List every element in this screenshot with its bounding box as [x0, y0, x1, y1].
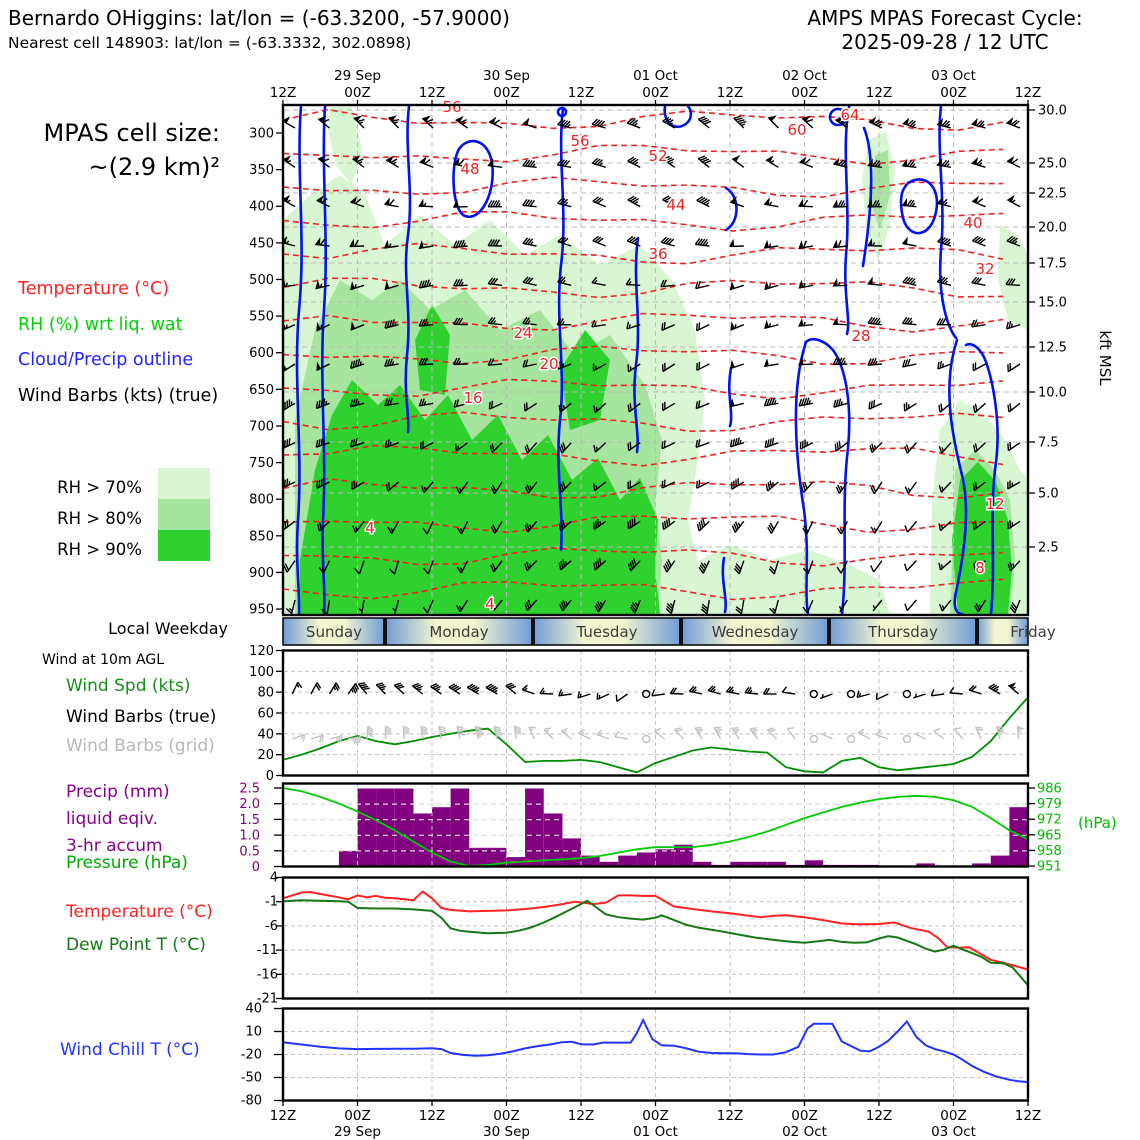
top-time-tick: 00Z — [642, 85, 669, 101]
contour-label: 56 — [570, 132, 590, 150]
precip-tick: 2.0 — [239, 797, 260, 813]
top-time-tick: 12Z — [269, 85, 297, 101]
kft-tick: 12.5 — [1038, 340, 1067, 356]
top-time-tick: 00Z — [940, 85, 967, 101]
top-time-tick: 00Z — [344, 85, 371, 101]
rh70-swatch — [158, 468, 210, 499]
contour-label: 40 — [963, 214, 983, 232]
pressure-tick: 450 — [249, 236, 274, 252]
precip-bar — [525, 789, 544, 867]
hpa-tick: 979 — [1037, 797, 1062, 813]
chill-tick: -50 — [240, 1070, 262, 1086]
bottom-time-tick: 00Z — [940, 1108, 967, 1124]
pressure-tick: 500 — [249, 272, 274, 288]
rh90-label: RH > 90% — [57, 540, 142, 559]
temp-tick: -6 — [265, 918, 278, 934]
top-date-label: 30 Sep — [483, 68, 530, 84]
top-time-tick: 00Z — [493, 85, 520, 101]
legend-temperature: Temperature (°C) — [18, 279, 170, 299]
wind-tick: 80 — [257, 685, 274, 701]
hpa-axis-label: (hPa) — [1078, 814, 1117, 832]
wind10m-label: Wind at 10m AGL — [42, 652, 165, 668]
legend-rh: RH (%) wrt liq. wat — [18, 315, 183, 335]
precip-bar — [395, 789, 414, 867]
contour-label: 24 — [513, 324, 533, 342]
precip-bar — [451, 789, 470, 867]
local-weekday-label: Local Weekday — [108, 619, 228, 638]
pressure-tick: 550 — [249, 309, 274, 325]
nearest-cell-subtitle: Nearest cell 148903: lat/lon = (-63.3332, 302.0898) — [8, 34, 412, 52]
precip-tick: 1.5 — [239, 812, 260, 828]
chill-tick: -20 — [240, 1047, 262, 1063]
kft-tick: 25.0 — [1038, 156, 1067, 172]
bottom-time-tick: 00Z — [791, 1108, 818, 1124]
bottom-time-tick: 12Z — [716, 1108, 744, 1124]
top-date-label: 01 Oct — [633, 68, 678, 84]
top-time-tick: 12Z — [865, 85, 893, 101]
weekday-label: Sunday — [305, 623, 363, 641]
pressure-tick: 850 — [249, 529, 274, 545]
precip-bar — [618, 856, 637, 867]
pressure-tick: 650 — [249, 382, 274, 398]
precip-bar — [991, 856, 1010, 867]
kft-tick: 17.5 — [1038, 256, 1067, 272]
precip-bar — [656, 849, 675, 866]
chill-tick: 40 — [245, 1001, 262, 1017]
contour-label: 48 — [460, 160, 480, 178]
bottom-time-tick: 12Z — [1014, 1108, 1042, 1124]
wind-tick: 20 — [257, 748, 274, 764]
bottom-date-label: 03 Oct — [931, 1124, 976, 1140]
contour-label: 52 — [648, 147, 668, 165]
forecast-cycle-date: 2025-09-28 / 12 UTC — [841, 30, 1049, 54]
wind-spd-label: Wind Spd (kts) — [66, 676, 191, 696]
precip-tick: 0.5 — [239, 844, 260, 860]
pressure-label: Pressure (hPa) — [66, 853, 188, 873]
weekday-label: Monday — [429, 623, 489, 641]
weekday-label: Wednesday — [711, 623, 799, 641]
legend-cloud-outline: Cloud/Precip outline — [18, 350, 194, 370]
contour-label: 8 — [975, 559, 985, 577]
precip-label-1: Precip (mm) — [66, 782, 170, 802]
bottom-date-label: 01 Oct — [633, 1124, 678, 1140]
temp-tick: -21 — [256, 991, 278, 1007]
pressure-tick: 600 — [249, 346, 274, 362]
windchill-label: Wind Chill T (°C) — [60, 1040, 200, 1060]
bottom-time-tick: 12Z — [269, 1108, 297, 1124]
weekday-label: Friday — [1010, 623, 1056, 641]
bottom-date-label: 30 Sep — [483, 1124, 530, 1140]
top-time-tick: 12Z — [716, 85, 744, 101]
hpa-tick: 965 — [1037, 828, 1062, 844]
wind-barbs-grid-label: Wind Barbs (grid) — [66, 736, 215, 756]
weekday-label: Tuesday — [576, 623, 638, 641]
precip-tick: 0 — [251, 860, 260, 875]
pressure-tick: 700 — [249, 419, 274, 435]
precip-bar — [358, 789, 377, 867]
bottom-time-tick: 00Z — [642, 1108, 669, 1124]
kft-tick: 10.0 — [1038, 385, 1067, 401]
rh80-swatch — [158, 499, 210, 530]
temp-tick: 4 — [269, 870, 278, 886]
temperature-label: Temperature (°C) — [66, 902, 213, 922]
bottom-time-tick: 12Z — [418, 1108, 446, 1124]
precip-tick: 2.5 — [239, 781, 260, 797]
bottom-date-label: 29 Sep — [334, 1124, 381, 1140]
contour-label: 44 — [666, 196, 686, 214]
pressure-tick: 950 — [249, 602, 274, 618]
kft-axis-label: kft MSL — [1096, 330, 1114, 386]
station-title: Bernardo OHiggins: lat/lon = (-63.3200, -57.9000) — [8, 6, 510, 30]
chill-tick: 10 — [245, 1024, 262, 1040]
bottom-time-tick: 00Z — [344, 1108, 371, 1124]
bottom-time-tick: 12Z — [865, 1108, 893, 1124]
hpa-tick: 986 — [1037, 781, 1062, 797]
weekday-label: Thursday — [868, 623, 938, 641]
hpa-tick: 972 — [1037, 812, 1062, 828]
contour-label: 28 — [851, 327, 871, 345]
cell-size-label: MPAS cell size: — [43, 119, 220, 147]
contour-label: 60 — [787, 121, 807, 139]
precip-bar — [562, 838, 581, 866]
bottom-date-label: 02 Oct — [782, 1124, 827, 1140]
precip-bar — [544, 814, 563, 867]
pressure-tick: 750 — [249, 456, 274, 472]
wind-tick: 0 — [265, 769, 274, 784]
top-time-tick: 00Z — [791, 85, 818, 101]
kft-tick: 22.5 — [1038, 186, 1067, 202]
wind-tick: 100 — [249, 664, 274, 680]
temp-tick: -1 — [265, 894, 278, 910]
legend-wind-barbs: Wind Barbs (kts) (true) — [18, 386, 219, 406]
pressure-tick: 350 — [249, 163, 274, 179]
top-date-label: 02 Oct — [782, 68, 827, 84]
top-date-label: 29 Sep — [334, 68, 381, 84]
contour-label: 4 — [365, 519, 375, 537]
contour-label: 4 — [485, 595, 495, 613]
kft-tick: 7.5 — [1038, 435, 1059, 451]
chill-tick: -80 — [240, 1093, 262, 1109]
temp-tick: -11 — [256, 943, 278, 959]
precip-bar — [376, 789, 395, 867]
bottom-time-tick: 12Z — [567, 1108, 595, 1124]
top-time-tick: 12Z — [418, 85, 446, 101]
kft-tick: 30.0 — [1038, 103, 1067, 119]
wind-tick: 60 — [257, 706, 274, 722]
wind-tick: 40 — [257, 727, 274, 743]
precip-bar — [1009, 807, 1028, 866]
contour-label: 32 — [975, 260, 995, 278]
top-time-tick: 12Z — [567, 85, 595, 101]
kft-tick: 2.5 — [1038, 540, 1059, 556]
contour-label: 56 — [442, 98, 462, 116]
precip-bar — [339, 851, 358, 867]
cell-size-value: ~(2.9 km)² — [88, 153, 220, 181]
pressure-tick: 300 — [249, 126, 274, 142]
rh70-label: RH > 70% — [57, 478, 142, 497]
pressure-tick: 900 — [249, 565, 274, 581]
precip-label-3: 3-hr accum — [66, 836, 163, 856]
top-date-label: 03 Oct — [931, 68, 976, 84]
hpa-tick: 958 — [1037, 843, 1062, 859]
kft-tick: 15.0 — [1038, 295, 1067, 311]
pressure-tick: 800 — [249, 492, 274, 508]
precip-label-2: liquid eqiv. — [66, 809, 159, 829]
temp-tick: -16 — [256, 967, 278, 983]
bottom-time-tick: 00Z — [493, 1108, 520, 1124]
wind-barbs-true-label: Wind Barbs (true) — [66, 707, 217, 727]
wind-tick: 120 — [249, 644, 274, 659]
contour-label: 16 — [463, 389, 483, 407]
rh90-swatch — [158, 530, 210, 561]
rh80-label: RH > 80% — [57, 509, 142, 528]
kft-tick: 5.0 — [1038, 486, 1059, 502]
contour-label: 64 — [840, 106, 860, 124]
kft-tick: 20.0 — [1038, 220, 1067, 236]
contour-label: 12 — [985, 495, 1005, 513]
forecast-cycle-title: AMPS MPAS Forecast Cycle: — [807, 6, 1083, 30]
contour-label: 36 — [648, 245, 668, 263]
precip-tick: 1.0 — [239, 828, 260, 844]
precip-bar — [637, 853, 656, 867]
precip-bar — [413, 814, 432, 867]
pressure-tick: 400 — [249, 199, 274, 215]
generated-plot-content — [239, 68, 1067, 1140]
top-time-tick: 12Z — [1014, 85, 1042, 101]
contour-label: 20 — [539, 355, 559, 373]
hpa-tick: 951 — [1037, 859, 1062, 875]
dewpoint-label: Dew Point T (°C) — [66, 935, 206, 955]
